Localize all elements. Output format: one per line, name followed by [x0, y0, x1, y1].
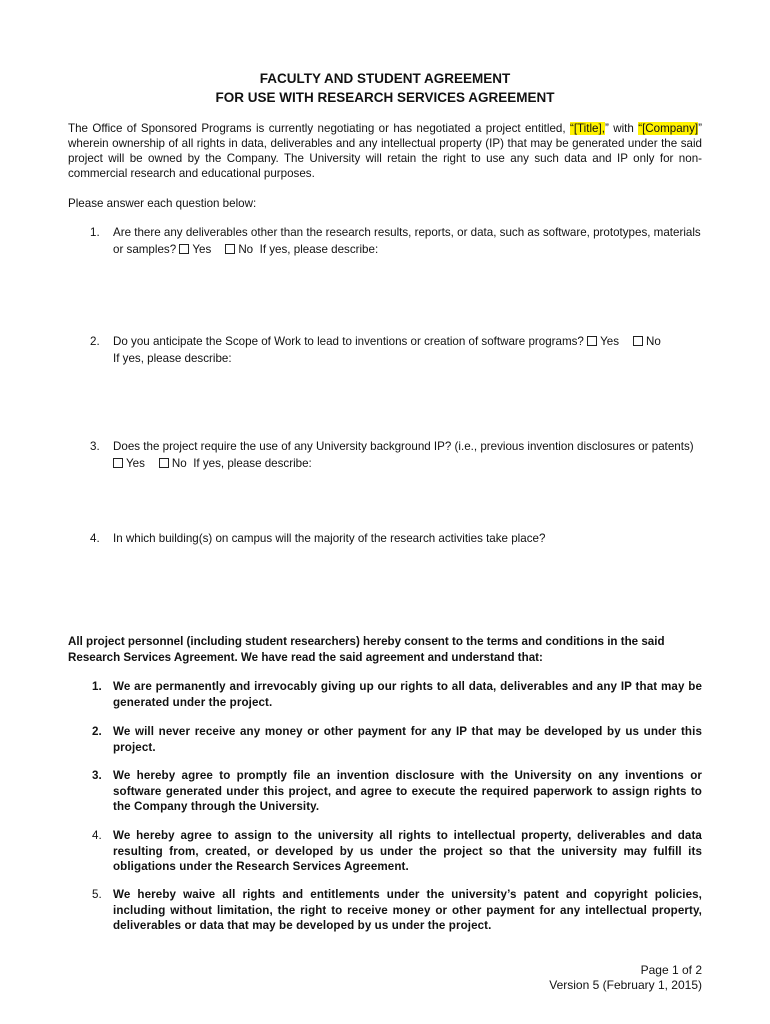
question-prompt: Please answer each question below:	[68, 197, 257, 210]
statement-5	[68, 887, 702, 934]
statement-number: 3.	[92, 769, 102, 782]
question-text: In which building(s) on campus will the majority of the research activities take place?	[113, 532, 546, 545]
statement-4	[68, 828, 702, 875]
version-info: Version 5 (February 1, 2015)	[549, 978, 702, 992]
company-placeholder: “[Company]	[638, 122, 699, 135]
yes-checkbox[interactable]	[179, 244, 189, 254]
intro-paragraph	[68, 121, 702, 181]
question-number: 3.	[90, 440, 100, 453]
consent-paragraph: All project personnel (including student researchers) hereby consent to the terms and conditions in the said Research Services Agreement. We have read the said agreement and understand that:	[68, 635, 665, 664]
yes-checkbox[interactable]	[587, 336, 597, 346]
statement-text: We hereby waive all rights and entitlements under the university’s patent and copyright policies, including without limitation, the right to receive money or other payment for any intellectual property, deliverables or data that may be developed by us under the project.	[113, 888, 702, 932]
question-text: Does the project require the use of any University background IP? (i.e., previous invention disclosures or patents)	[113, 440, 694, 453]
statement-number: 5.	[92, 888, 102, 901]
yes-label: Yes	[126, 457, 145, 470]
page-number: Page 1 of 2	[640, 963, 702, 977]
yes-label: Yes	[600, 335, 620, 348]
document-title-line1: FACULTY AND STUDENT AGREEMENT	[259, 71, 511, 86]
statement-number: 4.	[92, 829, 102, 842]
statement-text: We will never receive any money or other payment for any IP that may be developed by us under this project.	[113, 725, 702, 754]
question-text: Are there any deliverables other than the research results, reports, or data, such as software, prototypes, materials or samples?	[113, 226, 701, 256]
question-text: Do you anticipate the Scope of Work to lead to inventions or creation of software programs?	[113, 335, 584, 348]
statement-text: We are permanently and irrevocably giving up our rights to all data, deliverables and any IP that may be generated under the project.	[113, 680, 702, 709]
question-followup: If yes, please describe:	[259, 243, 379, 256]
intro-text-3: ” wherein ownership of all rights in data, deliverables and any intellectual property (IP) that may be generated under the said project will be owned by the Company. The University will retain the right to use any such data and IP only for non-commercial research and educational purposes.	[68, 122, 702, 180]
statement-text: We hereby agree to promptly file an invention disclosure with the University on any inventions or software generated under this project, and agree to execute the required paperwork to assign rights to the Company through the University.	[113, 769, 702, 813]
statement-3	[68, 768, 702, 815]
question-4	[68, 530, 704, 547]
no-label: No	[238, 243, 254, 256]
question-followup: If yes, please describe:	[193, 457, 312, 470]
yes-checkbox[interactable]	[113, 458, 123, 468]
document-title-line2: FOR USE WITH RESEARCH SERVICES AGREEMENT	[215, 90, 555, 105]
statement-number: 2.	[92, 725, 102, 738]
question-3	[68, 438, 704, 472]
no-label: No	[646, 335, 661, 348]
question-2	[68, 333, 704, 367]
no-label: No	[171, 457, 187, 470]
statement-2	[68, 724, 702, 755]
no-checkbox[interactable]	[633, 336, 643, 346]
statement-1	[68, 679, 702, 710]
no-checkbox[interactable]	[225, 244, 235, 254]
question-1	[68, 224, 704, 258]
statement-number: 1.	[92, 680, 102, 693]
question-number: 4.	[90, 532, 100, 545]
intro-text-2: ” with	[604, 122, 639, 135]
question-number: 1.	[90, 226, 100, 239]
no-checkbox[interactable]	[159, 458, 169, 468]
question-followup: If yes, please describe:	[113, 352, 232, 365]
intro-text-1: The Office of Sponsored Programs is currently negotiating or has negotiated a project entitled,	[68, 122, 570, 135]
yes-label: Yes	[192, 243, 212, 256]
title-placeholder: “[Title],	[569, 122, 605, 135]
question-number: 2.	[90, 335, 100, 348]
statement-text: We hereby agree to assign to the university all rights to intellectual property, deliverables and data resulting from, created, or developed by us under the project so that the university may fulfill its obligations under the Research Services Agreement.	[113, 829, 702, 873]
